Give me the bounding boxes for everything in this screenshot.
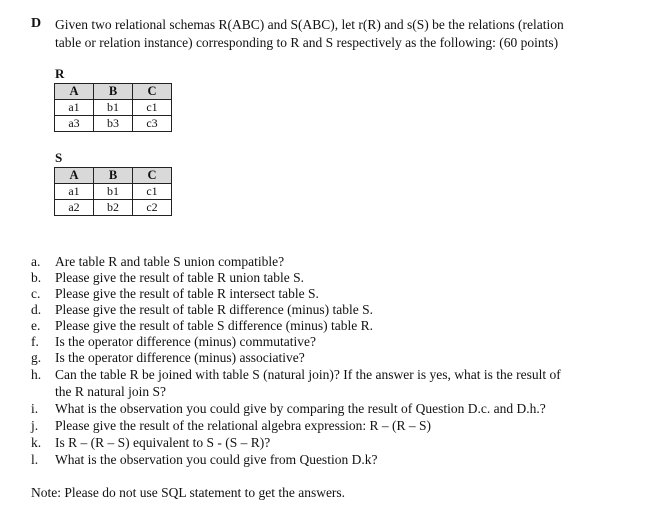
item-letter: a. <box>31 254 41 269</box>
question-item-j <box>31 418 631 434</box>
item-text: Is the operator difference (minus) commutative? <box>55 334 317 349</box>
item-letter: g. <box>31 350 42 365</box>
item-text: What is the observation you could give from Question D.k? <box>55 452 378 467</box>
table-row <box>55 200 172 216</box>
item-text: What is the observation you could give by comparing the result of Question D.c. and D.h.? <box>55 401 546 416</box>
item-text: Can the table R be joined with table S (natural join)? If the answer is yes, what is the result of <box>55 367 561 382</box>
table-cell: b3 <box>94 116 133 132</box>
question-item-k <box>31 435 631 451</box>
table-row <box>55 184 172 200</box>
item-letter: f. <box>31 334 39 349</box>
question-item-e <box>31 318 631 334</box>
question-item-a <box>31 254 631 270</box>
table-cell: a3 <box>55 116 94 132</box>
table-s <box>54 167 172 216</box>
item-letter: i. <box>31 401 39 416</box>
item-letter: j. <box>31 418 39 433</box>
item-letter: e. <box>31 318 41 333</box>
table-cell: b1 <box>94 100 133 116</box>
item-letter: l. <box>31 452 39 467</box>
question-item-g <box>31 350 631 366</box>
table-cell: c1 <box>133 100 172 116</box>
question-item-d <box>31 302 631 318</box>
item-text: Please give the result of the relational algebra expression: R – (R – S) <box>55 418 432 433</box>
item-letter: h. <box>31 367 42 382</box>
item-text: Please give the result of table R intersect table S. <box>55 286 319 301</box>
table-s-label: S <box>55 150 63 165</box>
question-label: D <box>31 16 42 31</box>
column-header-c: C <box>133 168 172 184</box>
question-intro-line-1: Given two relational schemas R(ABC) and S(ABC), let r(R) and s(S) be the relations (relation <box>55 17 564 32</box>
item-letter: d. <box>31 302 42 317</box>
column-header-c: C <box>133 84 172 100</box>
item-letter: k. <box>31 435 42 450</box>
table-r <box>54 83 172 132</box>
table-row <box>55 100 172 116</box>
item-letter: b. <box>31 270 42 285</box>
table-r-label: R <box>55 66 65 81</box>
column-header-a: A <box>55 84 94 100</box>
question-item-i <box>31 401 631 417</box>
item-text: Please give the result of table S difference (minus) table R. <box>55 318 374 333</box>
table-cell: b2 <box>94 200 133 216</box>
table-cell: c1 <box>133 184 172 200</box>
table-header-row <box>55 84 172 100</box>
table-cell: a2 <box>55 200 94 216</box>
question-item-b <box>31 270 631 286</box>
table-cell: c2 <box>133 200 172 216</box>
question-intro-line-2: table or relation instance) corresponding to R and S respectively as the following: (60 points) <box>55 35 559 50</box>
item-text: Please give the result of table R difference (minus) table S. <box>55 302 374 317</box>
table-cell: c3 <box>133 116 172 132</box>
item-text: Are table R and table S union compatible? <box>55 254 285 269</box>
question-item-l <box>31 452 631 468</box>
table-row <box>55 116 172 132</box>
question-item-h <box>31 367 631 383</box>
column-header-a: A <box>55 168 94 184</box>
table-cell: a1 <box>55 100 94 116</box>
table-header-row <box>55 168 172 184</box>
column-header-b: B <box>94 168 133 184</box>
question-item-c <box>31 286 631 302</box>
item-text: Is the operator difference (minus) associative? <box>55 350 305 365</box>
item-text: Please give the result of table R union table S. <box>55 270 304 285</box>
table-cell: a1 <box>55 184 94 200</box>
item-text: Is R – (R – S) equivalent to S - (S – R)? <box>55 435 271 450</box>
question-item-f <box>31 334 631 350</box>
item-letter: c. <box>31 286 41 301</box>
question-item-h-continuation: the R natural join S? <box>55 384 166 399</box>
table-cell: b1 <box>94 184 133 200</box>
column-header-b: B <box>94 84 133 100</box>
note-text: Note: Please do not use SQL statement to get the answers. <box>31 485 346 500</box>
